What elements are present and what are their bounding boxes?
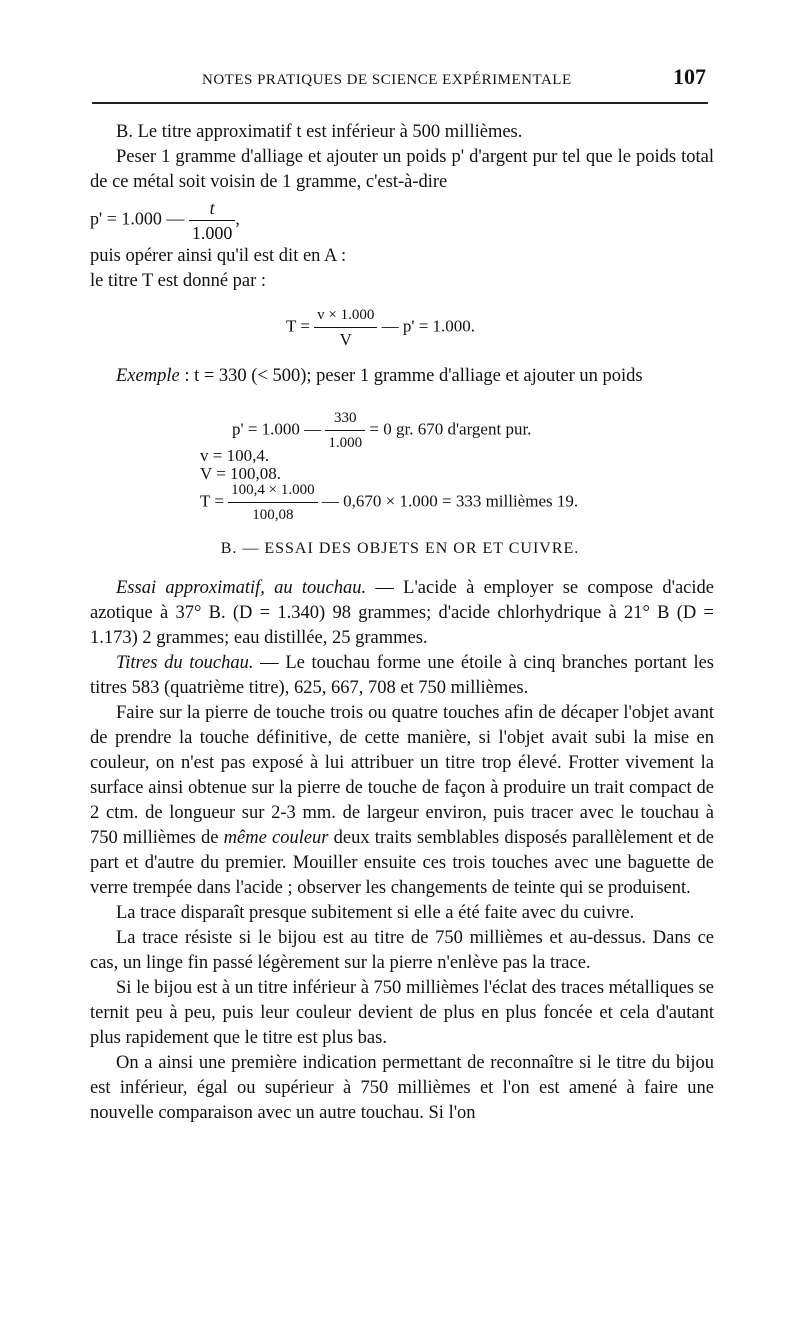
eq2-tail: — p' = 1.000. — [381, 316, 476, 336]
running-header — [92, 62, 708, 108]
example-eq-T-num: 100,4 × 1.000 — [231, 482, 315, 498]
example-text: : t = 330 (< 500); peser 1 gramme d'alliage et ajouter un poids — [184, 366, 643, 386]
equation-T — [286, 303, 475, 352]
example-eq-T — [200, 478, 578, 527]
paragraph-titre-inferieur: Si le bijou est à un titre inférieur à 750 millièmes l'éclat des traces métalliques se ternit peu à peu, puis leur couleur devient de plus en plus foncée et cela d'autant plus rapidement que le titre est plus bas. — [90, 978, 714, 1048]
example-eq-p-fraction — [325, 406, 365, 455]
equation-p-prime — [90, 196, 240, 245]
paragraph-titres-text: — Le touchau forme une étoile à cinq branches portant les titres 583 (quatrième titre), 625, 667, 708 et 750 millièmes. — [90, 653, 715, 698]
line-b-titre: B. Le titre approximatif t est inférieur à 500 millièmes. — [116, 122, 523, 142]
eq1-denominator: 1.000 — [189, 220, 236, 245]
example-eq-p-lhs: p' = 1.000 — — [232, 419, 322, 439]
eq1-numerator: t — [209, 198, 215, 218]
example-eq-T-lhs: T = — [200, 491, 224, 511]
eq1-tail: , — [235, 208, 240, 229]
example-eq-p-den: 1.000 — [325, 430, 365, 455]
example-eq-p — [232, 406, 531, 455]
paragraph-faire: Faire sur la pierre de touche trois ou quatre touches afin de décaper l'objet avant de prendre la touche définitive, de cette manière, si l'objet avait subi la mise en couleur, on n'est pas exposé à lui attribuer un titre trop élevé. Frotter vivement la surface ainsi obtenue sur la pierre de touche de façon à produire un trait compact de 2 ctm. de longueur sur 2-3 mm. de largeur environ, puis tracer avec le touchau à 750 millièmes de même couleur deux traits semblables disposés parallèlement et de part et d'autre du premier. Mouiller ensuite ces trois touches avec une baguette de verre trempée dans l'acide ; observer les changements de teinte qui se produisent. — [90, 703, 714, 898]
paragraph-essai-lead: Essai approximatif, au touchau. — [116, 578, 367, 598]
paragraph-peser: Peser 1 gramme d'alliage et ajouter un poids p' d'argent pur tel que le poids total de ce métal soit voisin de 1 gramme, c'est-à-dire — [90, 147, 714, 192]
paragraph-titres — [90, 651, 714, 701]
example-eq-v: v = 100,4. — [200, 446, 270, 465]
example-eq-V: V = 100,08. — [200, 464, 282, 483]
page-number: 107 — [673, 64, 706, 89]
paragraph-trace-resiste: La trace résiste si le bijou est au titre de 750 millièmes et au-dessus. Dans ce cas, un linge fin passé légèrement sur la pierre n'enlève pas la trace. — [90, 928, 714, 973]
paragraph-titres-lead: Titres du touchau. — [116, 653, 254, 673]
eq2-lhs: T = — [286, 316, 310, 336]
line-operer: puis opérer ainsi qu'il est dit en A : — [90, 246, 347, 266]
line-titre-T: le titre T est donné par : — [90, 271, 267, 291]
paragraph-essai — [90, 576, 714, 651]
example-label: Exemple — [116, 366, 180, 386]
paragraph-trace-disparait: La trace disparaît presque subitement si elle a été faite avec du cuivre. — [116, 903, 635, 923]
header-rule — [92, 102, 708, 104]
eq1-fraction — [189, 196, 236, 245]
paragraph-premiere-indication: On a ainsi une première indication permettant de reconnaître si le titre du bijou est inférieur, égal ou supérieur à 750 millièmes et l'on est amené à faire une nouvelle comparaison avec un autre touchau. Si l'on — [90, 1053, 714, 1123]
eq2-fraction — [314, 303, 377, 352]
emphasis-meme-couleur: même couleur — [223, 828, 329, 848]
example-eq-p-tail: = 0 gr. 670 d'argent pur. — [369, 419, 532, 439]
running-title: NOTES PRATIQUES DE SCIENCE EXPÉRIMENTALE — [202, 72, 572, 88]
eq2-numerator: v × 1.000 — [317, 307, 375, 323]
example-eq-T-fraction — [228, 478, 317, 527]
paragraph-essai-text: — L'acide à employer se compose d'acide azotique à 37° B. (D = 1.340) 98 grammes; d'acide chlorhydrique à 21° B (D = 1.173) 2 grammes; eau distillée, 25 grammes. — [90, 578, 714, 648]
top-section — [90, 120, 714, 195]
example-paragraph — [90, 364, 714, 389]
section-heading: B. — ESSAI DES OBJETS EN OR ET CUIVRE. — [220, 540, 580, 557]
eq1-lhs: p' = 1.000 — — [90, 208, 185, 229]
top-section-2 — [90, 244, 714, 294]
example-eq-T-den: 100,08 — [228, 502, 317, 527]
example-eq-p-num: 330 — [334, 410, 357, 426]
example-eq-T-tail: — 0,670 × 1.000 = 333 millièmes 19. — [321, 491, 579, 511]
section-b-body — [90, 576, 714, 1126]
eq2-denominator: V — [314, 327, 377, 352]
